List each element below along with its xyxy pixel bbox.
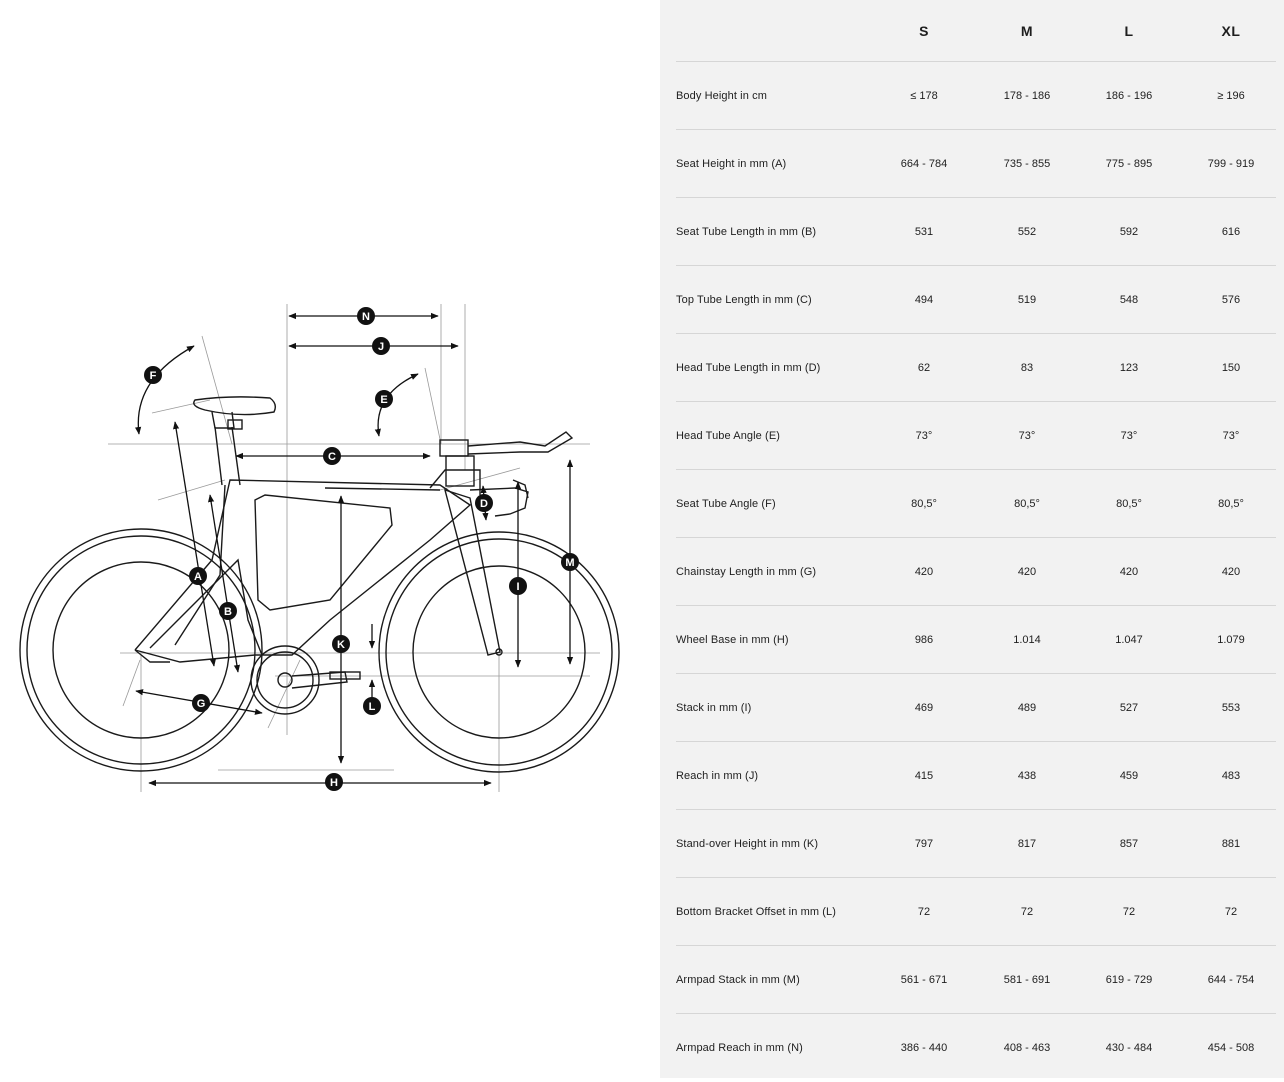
value-xl: 616 bbox=[1221, 226, 1241, 238]
value-s: 664 - 784 bbox=[900, 158, 948, 170]
row-armpad-stack bbox=[676, 945, 1276, 1014]
value-s: 561 - 671 bbox=[900, 974, 948, 986]
value-s: 469 bbox=[914, 702, 934, 714]
row-body-height bbox=[676, 61, 1276, 130]
svg-text:I: I bbox=[516, 581, 520, 593]
row-label: Wheel Base in mm (H) bbox=[676, 634, 789, 646]
row-stack bbox=[676, 673, 1276, 742]
value-xl: 881 bbox=[1221, 838, 1241, 850]
value-s: 73° bbox=[915, 430, 933, 442]
value-l: 1.047 bbox=[1115, 634, 1143, 646]
value-s: 531 bbox=[914, 226, 934, 238]
row-stand-over-height bbox=[676, 809, 1276, 878]
value-xl: 420 bbox=[1221, 566, 1241, 578]
row-label: Chainstay Length in mm (G) bbox=[676, 566, 817, 578]
value-s: 797 bbox=[914, 838, 934, 850]
row-seat-tube-length bbox=[676, 197, 1276, 266]
value-xl: 483 bbox=[1221, 770, 1241, 782]
value-xl: 799 - 919 bbox=[1207, 158, 1255, 170]
row-label: Reach in mm (J) bbox=[676, 770, 759, 782]
reference-lines bbox=[108, 304, 600, 792]
marker-c bbox=[323, 447, 341, 465]
value-s: 80,5° bbox=[911, 498, 937, 510]
marker-g bbox=[192, 694, 210, 712]
row-label: Armpad Stack in mm (M) bbox=[676, 974, 800, 986]
svg-text:A: A bbox=[194, 571, 202, 583]
value-l: 548 bbox=[1119, 294, 1139, 306]
value-xl: ≥ 196 bbox=[1217, 90, 1245, 102]
value-xl: 1.079 bbox=[1217, 634, 1245, 646]
row-label: Seat Height in mm (A) bbox=[676, 158, 787, 170]
marker-b bbox=[219, 602, 237, 620]
bike-outline bbox=[20, 397, 619, 772]
row-label: Stack in mm (I) bbox=[676, 702, 752, 714]
svg-text:N: N bbox=[362, 311, 370, 323]
value-m: 83 bbox=[1020, 362, 1034, 374]
marker-m bbox=[561, 553, 579, 571]
row-label: Head Tube Length in mm (D) bbox=[676, 362, 821, 374]
size-header-l: L bbox=[1124, 22, 1134, 39]
row-label: Seat Tube Angle (F) bbox=[676, 498, 776, 510]
value-s: 62 bbox=[917, 362, 931, 374]
value-l: 775 - 895 bbox=[1105, 158, 1153, 170]
svg-text:K: K bbox=[337, 639, 345, 651]
svg-text:E: E bbox=[380, 394, 388, 406]
value-m: 80,5° bbox=[1014, 498, 1040, 510]
value-l: 73° bbox=[1120, 430, 1138, 442]
marker-h bbox=[325, 773, 343, 791]
value-m: 72 bbox=[1020, 906, 1034, 918]
row-label: Head Tube Angle (E) bbox=[676, 430, 781, 442]
size-header-m: M bbox=[1020, 22, 1034, 39]
value-m: 552 bbox=[1017, 226, 1037, 238]
svg-text:D: D bbox=[480, 498, 488, 510]
value-l: 123 bbox=[1119, 362, 1139, 374]
value-m: 438 bbox=[1017, 770, 1037, 782]
marker-j bbox=[372, 337, 390, 355]
marker-l bbox=[363, 697, 381, 715]
marker-badges bbox=[144, 307, 579, 791]
row-bottom-bracket-offset bbox=[676, 877, 1276, 946]
geometry-table bbox=[660, 0, 1284, 1078]
value-m: 420 bbox=[1017, 566, 1037, 578]
svg-text:C: C bbox=[328, 451, 336, 463]
value-m: 178 - 186 bbox=[1003, 90, 1051, 102]
value-m: 489 bbox=[1017, 702, 1037, 714]
dimension-lines bbox=[136, 316, 570, 783]
row-armpad-reach bbox=[676, 1013, 1276, 1082]
row-head-tube-angle bbox=[676, 401, 1276, 470]
row-label: Top Tube Length in mm (C) bbox=[676, 294, 812, 306]
value-xl: 72 bbox=[1224, 906, 1238, 918]
marker-n bbox=[357, 307, 375, 325]
svg-text:F: F bbox=[149, 370, 157, 382]
value-xl: 73° bbox=[1222, 430, 1240, 442]
marker-k bbox=[332, 635, 350, 653]
row-reach bbox=[676, 741, 1276, 810]
marker-a bbox=[189, 567, 207, 585]
row-chainstay-length bbox=[676, 537, 1276, 606]
value-xl: 454 - 508 bbox=[1207, 1042, 1255, 1054]
value-s: 986 bbox=[914, 634, 934, 646]
value-s: ≤ 178 bbox=[910, 90, 938, 102]
value-xl: 576 bbox=[1221, 294, 1241, 306]
value-xl: 553 bbox=[1221, 702, 1241, 714]
value-l: 72 bbox=[1122, 906, 1136, 918]
value-s: 415 bbox=[914, 770, 934, 782]
row-label: Armpad Reach in mm (N) bbox=[676, 1042, 803, 1054]
row-seat-tube-angle bbox=[676, 469, 1276, 538]
marker-i bbox=[509, 577, 527, 595]
svg-text:G: G bbox=[196, 698, 206, 710]
marker-e bbox=[375, 390, 393, 408]
value-s: 420 bbox=[914, 566, 934, 578]
svg-text:H: H bbox=[330, 777, 338, 789]
value-s: 386 - 440 bbox=[900, 1042, 948, 1054]
svg-text:B: B bbox=[224, 606, 232, 618]
value-l: 527 bbox=[1119, 702, 1139, 714]
size-header-s: S bbox=[919, 22, 929, 39]
value-m: 73° bbox=[1018, 430, 1036, 442]
value-m: 1.014 bbox=[1013, 634, 1041, 646]
row-label: Seat Tube Length in mm (B) bbox=[676, 226, 817, 238]
value-s: 72 bbox=[917, 906, 931, 918]
row-top-tube-length bbox=[676, 265, 1276, 334]
row-label: Bottom Bracket Offset in mm (L) bbox=[676, 906, 836, 918]
marker-f bbox=[144, 366, 162, 384]
row-head-tube-length bbox=[676, 333, 1276, 402]
value-m: 817 bbox=[1017, 838, 1037, 850]
value-m: 519 bbox=[1017, 294, 1037, 306]
row-wheel-base bbox=[676, 605, 1276, 674]
value-l: 186 - 196 bbox=[1105, 90, 1153, 102]
svg-text:M: M bbox=[565, 557, 575, 569]
value-xl: 644 - 754 bbox=[1207, 974, 1255, 986]
size-header-row bbox=[676, 0, 1276, 61]
value-m: 581 - 691 bbox=[1003, 974, 1051, 986]
row-label: Stand-over Height in mm (K) bbox=[676, 838, 819, 850]
value-l: 430 - 484 bbox=[1105, 1042, 1153, 1054]
size-header-xl: XL bbox=[1221, 22, 1241, 39]
row-label: Body Height in cm bbox=[676, 90, 767, 102]
value-m: 408 - 463 bbox=[1003, 1042, 1051, 1054]
value-l: 592 bbox=[1119, 226, 1139, 238]
value-l: 420 bbox=[1119, 566, 1139, 578]
value-l: 619 - 729 bbox=[1105, 974, 1153, 986]
value-l: 857 bbox=[1119, 838, 1139, 850]
value-l: 80,5° bbox=[1116, 498, 1142, 510]
marker-d bbox=[475, 494, 493, 512]
svg-text:L: L bbox=[368, 701, 376, 713]
value-xl: 80,5° bbox=[1218, 498, 1244, 510]
value-s: 494 bbox=[914, 294, 934, 306]
value-m: 735 - 855 bbox=[1003, 158, 1051, 170]
value-xl: 150 bbox=[1221, 362, 1241, 374]
value-l: 459 bbox=[1119, 770, 1139, 782]
row-seat-height bbox=[676, 129, 1276, 198]
svg-text:J: J bbox=[377, 341, 385, 353]
